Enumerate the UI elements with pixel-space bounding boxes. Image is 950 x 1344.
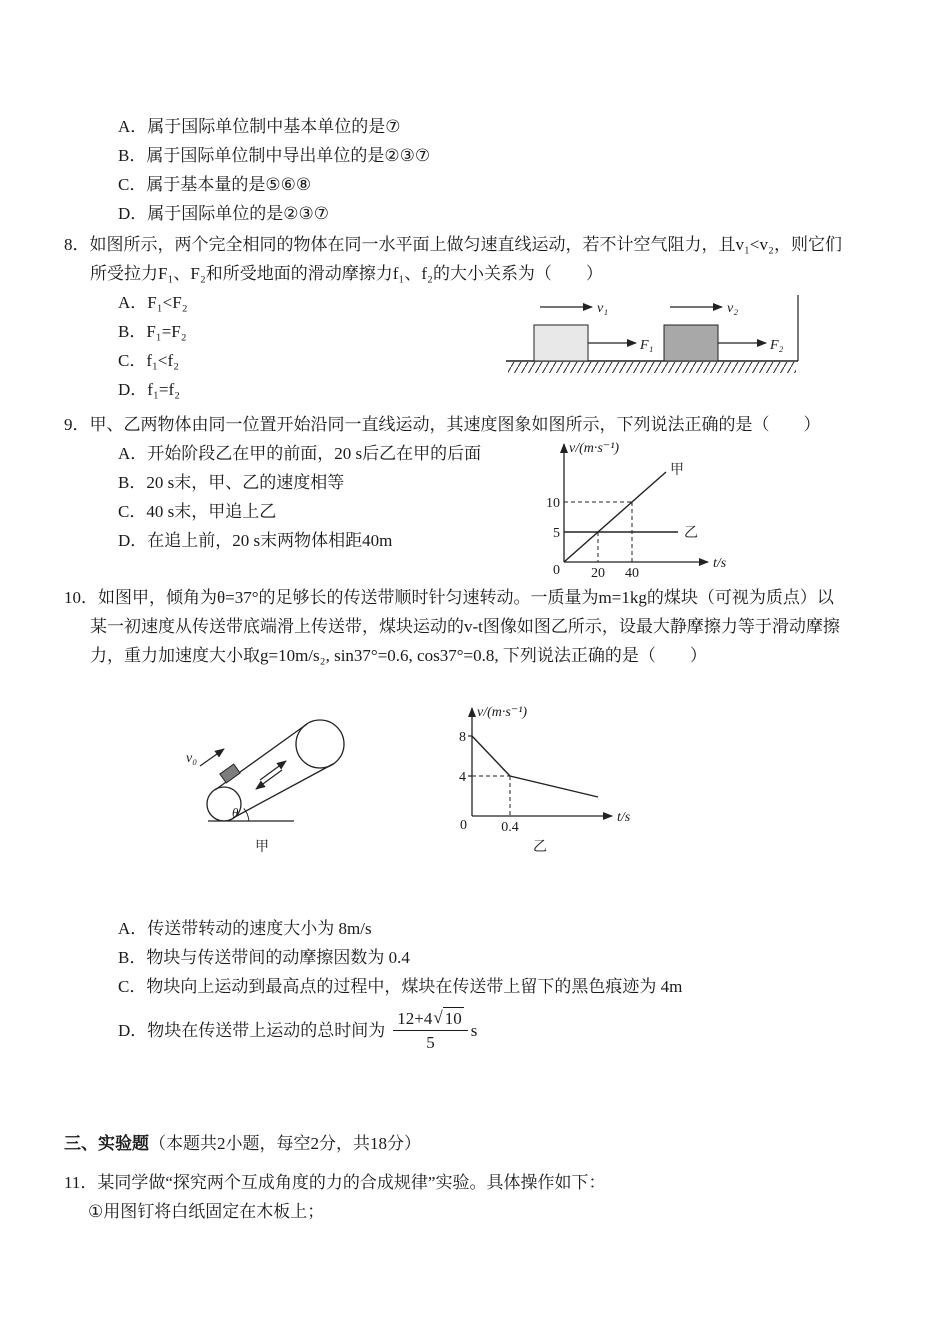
fraction-numerator	[393, 1007, 467, 1031]
q10-stem-line-3: 力，重力加速度大小取g=10m/s₂, sin37°=0.6, cos37°=0.8, 下列说法正确的是（ ）	[90, 646, 707, 665]
q8-option-d: D．f₁=f₂	[118, 380, 181, 399]
jia-label: 甲	[670, 463, 684, 478]
q10-conveyor-belt-figure	[182, 696, 372, 854]
q7-option-d: D．属于国际单位的是②③⑦	[118, 204, 329, 223]
section-3-heading	[64, 1129, 890, 1158]
v2-label: v₂	[727, 301, 739, 316]
origin-label: 0	[553, 563, 560, 578]
q8-stem-line-2: 所受拉力F₁、F₂和所受地面的滑动摩擦力f₁、f₂的大小关系为（ ）	[90, 264, 603, 283]
xtick-40: 40	[625, 566, 639, 581]
q8-option-b: B．F₁=F₂	[118, 322, 187, 341]
y-axis-label: v/(m·s⁻¹)	[477, 705, 528, 720]
q8-stem-line-1: 8．如图所示，两个完全相同的物体在同一水平面上做匀速直线运动，若不计空气阻力，且v₁<v₂，则它们	[64, 235, 842, 254]
question-7-options	[64, 112, 890, 228]
velocity-curve	[472, 736, 598, 797]
numerator-prefix: 12+4	[397, 1009, 433, 1028]
radicand: 10	[444, 1009, 462, 1028]
question-9-options	[64, 439, 890, 555]
theta-label: θ	[232, 805, 239, 820]
q11-stem: 11．某同学做“探究两个互成角度的力的合成规律”实验。具体操作如下：	[64, 1173, 606, 1192]
ytick-10: 10	[546, 496, 560, 511]
x-axis-label: t/s	[617, 810, 631, 825]
v0-label: v₀	[186, 751, 198, 766]
ytick-4: 4	[459, 770, 466, 785]
figure-yi-caption: 乙	[533, 840, 547, 854]
xtick-20: 20	[591, 566, 605, 581]
question-10-options	[64, 914, 890, 1059]
line-jia	[564, 472, 666, 562]
x-axis-label: t/s	[713, 556, 727, 571]
q10-option-d-text: D．物块在传送带上运动的总时间为	[118, 1020, 386, 1040]
f1-label: F₁	[640, 338, 654, 353]
q8-option-c: C．f₁<f₂	[118, 351, 180, 370]
q10-option-c: C．物块向上运动到最高点的过程中，煤块在传送带上留下的黑色痕迹为 4m	[118, 977, 683, 996]
q9-option-d: D．在追上前，20 s末两物体相距40m	[118, 531, 393, 550]
q8-option-a: A．F₁<F₂	[118, 293, 188, 312]
q9-option-c: C．40 s末，甲追上乙	[118, 502, 277, 521]
q9-velocity-time-graph	[536, 430, 741, 582]
coal-block	[220, 764, 240, 783]
q8-blocks-figure	[504, 283, 816, 395]
q9-option-b: B．20 s末，甲、乙的速度相等	[118, 473, 345, 492]
y-axis-label: v/(m·s⁻¹)	[569, 441, 620, 456]
q10-velocity-time-graph	[440, 696, 645, 854]
question-11	[64, 1168, 890, 1226]
q7-option-c: C．属于基本量的是⑤⑥⑧	[118, 175, 312, 194]
q7-option-b: B．属于国际单位制中导出单位的是②③⑦	[118, 146, 431, 165]
q10-option-a: A．传送带转动的速度大小为 8m/s	[118, 919, 372, 938]
q7-option-a: A．属于国际单位制中基本单位的是⑦	[118, 117, 401, 136]
yi-label: 乙	[684, 526, 698, 541]
fraction	[393, 1007, 467, 1053]
fraction-denominator: 5	[426, 1033, 435, 1052]
q10-option-b: B．物块与传送带间的动摩擦因数为 0.4	[118, 948, 410, 967]
ground-hatching	[508, 362, 796, 373]
q9-stem: 9．甲、乙两物体由同一位置开始沿同一直线运动，其速度图象如图所示，下列说法正确的是（ ）	[64, 415, 821, 434]
square-root	[433, 1007, 463, 1029]
q10-option-d	[118, 1001, 890, 1059]
f2-label: F₂	[770, 338, 784, 353]
q10-stem-line-1: 10．如图甲，倾角为θ=37°的足够长的传送带顺时针匀速转动。一质量为m=1kg的煤块（可视为质点）以	[64, 588, 834, 607]
question-9	[64, 410, 890, 581]
question-8	[64, 230, 890, 404]
question-10	[64, 583, 890, 1059]
radical-sign: √	[433, 1008, 443, 1027]
v1-label: v₁	[597, 301, 609, 316]
ytick-8: 8	[459, 730, 466, 745]
fraction-unit: s	[470, 1020, 478, 1040]
section-3-subtitle: （本题共2小题，每空2分，共18分）	[149, 1134, 421, 1153]
origin-label: 0	[460, 818, 467, 833]
q10-figures	[64, 696, 890, 856]
q10-stem-line-2: 某一初速度从传送带底端滑上传送带，煤块运动的v-t图像如图乙所示，设最大静摩擦力等于滑动摩擦	[90, 617, 840, 636]
ytick-5: 5	[553, 526, 560, 541]
belt-lower-edge	[233, 764, 333, 818]
v0-arrow	[200, 749, 224, 766]
figure-jia-caption: 甲	[255, 840, 269, 854]
block-1	[534, 325, 588, 361]
section-3-title: 三、实验题	[64, 1134, 149, 1153]
block-2	[664, 325, 718, 361]
q9-option-a: A．开始阶段乙在甲的前面，20 s后乙在甲的后面	[118, 444, 482, 463]
q11-step-1: ①用图钉将白纸固定在木板上；	[88, 1202, 325, 1221]
xtick-04: 0.4	[501, 820, 519, 835]
